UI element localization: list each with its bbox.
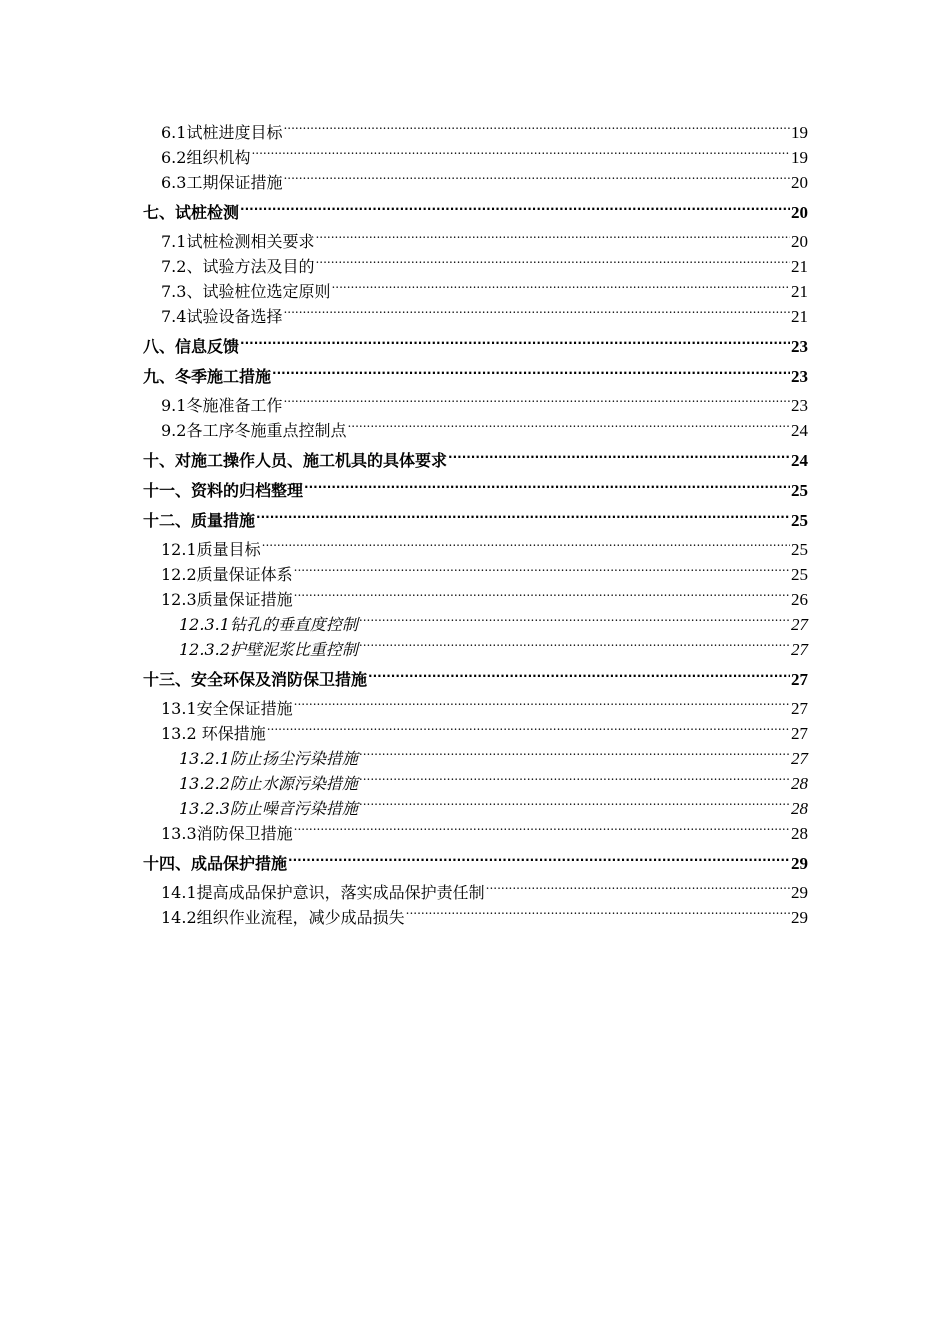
toc-entry-title: 7.1试桩检测相关要求 (161, 232, 315, 251)
toc-dot-leader (283, 306, 790, 322)
toc-dot-leader (315, 231, 790, 247)
toc-entry[interactable] (143, 229, 808, 254)
toc-dot-leader (359, 614, 790, 630)
toc-dot-leader (294, 823, 790, 839)
toc-entry-title: 6.3工期保证措施 (161, 173, 283, 192)
toc-dot-leader (256, 510, 790, 526)
toc-page-number: 20 (791, 232, 808, 251)
toc-entry[interactable] (143, 254, 808, 279)
toc-page-number: 23 (791, 396, 808, 415)
toc-page-number: 27 (791, 640, 808, 659)
toc-page-number: 21 (791, 257, 808, 276)
toc-entry[interactable] (143, 365, 808, 389)
toc-entry[interactable] (143, 821, 808, 846)
toc-dot-leader (262, 539, 790, 555)
toc-dot-leader (359, 639, 790, 655)
toc-entry[interactable] (143, 880, 808, 905)
toc-page-number: 28 (791, 824, 808, 843)
toc-dot-leader (304, 480, 790, 496)
toc-dot-leader (359, 748, 790, 764)
toc-dot-leader (272, 366, 790, 382)
toc-dot-leader (368, 669, 790, 685)
toc-entry[interactable] (143, 696, 808, 721)
toc-entry-title: 9.2各工序冬施重点控制点 (161, 421, 347, 440)
toc-entry-title: 6.2组织机构 (161, 148, 251, 167)
toc-entry-title: 十二、质量措施 (143, 511, 256, 530)
toc-page-number: 19 (791, 148, 808, 167)
toc-page-number: 29 (791, 854, 808, 873)
toc-entry-title: 七、试桩检测 (143, 203, 240, 222)
toc-entry[interactable] (143, 905, 808, 930)
toc-dot-leader (315, 256, 790, 272)
toc-page-number: 25 (791, 540, 808, 559)
toc-page-number: 27 (791, 670, 808, 689)
toc-page-number: 28 (791, 774, 808, 793)
toc-dot-leader (359, 798, 790, 814)
toc-entry-title: 7.4试验设备选择 (161, 307, 283, 326)
toc-entry[interactable] (143, 612, 808, 637)
toc-dot-leader (486, 882, 790, 898)
toc-entry-title: 12.3.1钻孔的垂直度控制 (179, 615, 358, 634)
toc-entry-title: 12.2质量保证体系 (161, 565, 293, 584)
toc-page-number: 29 (791, 908, 808, 927)
toc-entry-title: 八、信息反馈 (143, 337, 240, 356)
toc-entry-title: 13.2.2防止水源污染措施 (179, 774, 358, 793)
toc-page-number: 24 (791, 451, 808, 470)
toc-dot-leader (240, 336, 790, 352)
toc-dot-leader (331, 281, 790, 297)
toc-dot-leader (448, 450, 790, 466)
toc-page-number: 28 (791, 799, 808, 818)
toc-entry-title: 十四、成品保护措施 (143, 854, 288, 873)
toc-entry-title: 13.2.1防止扬尘污染措施 (179, 749, 358, 768)
toc-entry-title: 7.3、试验桩位选定原则 (161, 282, 331, 301)
toc-page-number: 23 (791, 367, 808, 386)
toc-page-number: 27 (791, 724, 808, 743)
toc-dot-leader (283, 172, 790, 188)
toc-entry[interactable] (143, 509, 808, 533)
toc-dot-leader (294, 589, 790, 605)
toc-entry-title: 14.2组织作业流程，减少成品损失 (161, 908, 405, 927)
toc-entry-title: 13.3消防保卫措施 (161, 824, 293, 843)
toc-dot-leader (240, 202, 790, 218)
toc-dot-leader (294, 698, 790, 714)
toc-entry-title: 9.1冬施准备工作 (161, 396, 283, 415)
toc-page-number: 21 (791, 282, 808, 301)
toc-entry[interactable] (143, 796, 808, 821)
toc-entry[interactable] (143, 201, 808, 225)
toc-page-number: 25 (791, 481, 808, 500)
toc-entry[interactable] (143, 852, 808, 876)
toc-dot-leader (406, 907, 790, 923)
toc-entry[interactable] (143, 170, 808, 195)
toc-page-number: 29 (791, 883, 808, 902)
toc-dot-leader (294, 564, 790, 580)
toc-page-number: 23 (791, 337, 808, 356)
toc-entry-title: 十三、安全环保及消防保卫措施 (143, 670, 368, 689)
toc-entry[interactable] (143, 145, 808, 170)
toc-entry-title: 12.3质量保证措施 (161, 590, 293, 609)
toc-dot-leader (359, 773, 790, 789)
toc-entry-title: 6.1试桩进度目标 (161, 123, 283, 142)
toc-page-number: 25 (791, 565, 808, 584)
toc-entry[interactable] (143, 562, 808, 587)
toc-entry-title: 13.2 环保措施 (161, 724, 266, 743)
toc-page-number: 27 (791, 749, 808, 768)
toc-page-number: 24 (791, 421, 808, 440)
toc-entry[interactable] (143, 537, 808, 562)
toc-entry[interactable] (143, 637, 808, 662)
toc-entry-title: 7.2、试验方法及目的 (161, 257, 315, 276)
toc-entry-title: 九、冬季施工措施 (143, 367, 272, 386)
toc-entry-title: 14.1提高成品保护意识，落实成品保护责任制 (161, 883, 485, 902)
toc-page-number: 25 (791, 511, 808, 530)
toc-entry[interactable] (143, 335, 808, 359)
toc-page-number: 20 (791, 203, 808, 222)
toc-entry[interactable] (143, 393, 808, 418)
toc-entry-title: 12.3.2护壁泥浆比重控制 (179, 640, 358, 659)
toc-dot-leader (288, 853, 790, 869)
toc-page-number: 27 (791, 615, 808, 634)
toc-dot-leader (267, 723, 790, 739)
toc-entry[interactable] (143, 120, 808, 145)
toc-entry-title: 十、对施工操作人员、施工机具的具体要求 (143, 451, 448, 470)
toc-entry[interactable] (143, 721, 808, 746)
table-of-contents (143, 120, 808, 930)
toc-entry-title: 十一、资料的归档整理 (143, 481, 304, 500)
toc-entry[interactable] (143, 746, 808, 771)
toc-page-number: 19 (791, 123, 808, 142)
toc-entry[interactable] (143, 587, 808, 612)
toc-entry[interactable] (143, 479, 808, 503)
toc-entry[interactable] (143, 449, 808, 473)
toc-dot-leader (283, 122, 790, 138)
toc-entry[interactable] (143, 304, 808, 329)
toc-page-number: 27 (791, 699, 808, 718)
toc-entry[interactable] (143, 771, 808, 796)
toc-entry[interactable] (143, 668, 808, 692)
toc-dot-leader (251, 147, 790, 163)
toc-entry-title: 13.2.3防止噪音污染措施 (179, 799, 358, 818)
toc-page-number: 21 (791, 307, 808, 326)
toc-dot-leader (347, 420, 790, 436)
toc-page-number: 20 (791, 173, 808, 192)
toc-entry[interactable] (143, 418, 808, 443)
toc-page-number: 26 (791, 590, 808, 609)
toc-dot-leader (283, 395, 790, 411)
toc-entry[interactable] (143, 279, 808, 304)
toc-entry-title: 12.1质量目标 (161, 540, 261, 559)
toc-entry-title: 13.1安全保证措施 (161, 699, 293, 718)
